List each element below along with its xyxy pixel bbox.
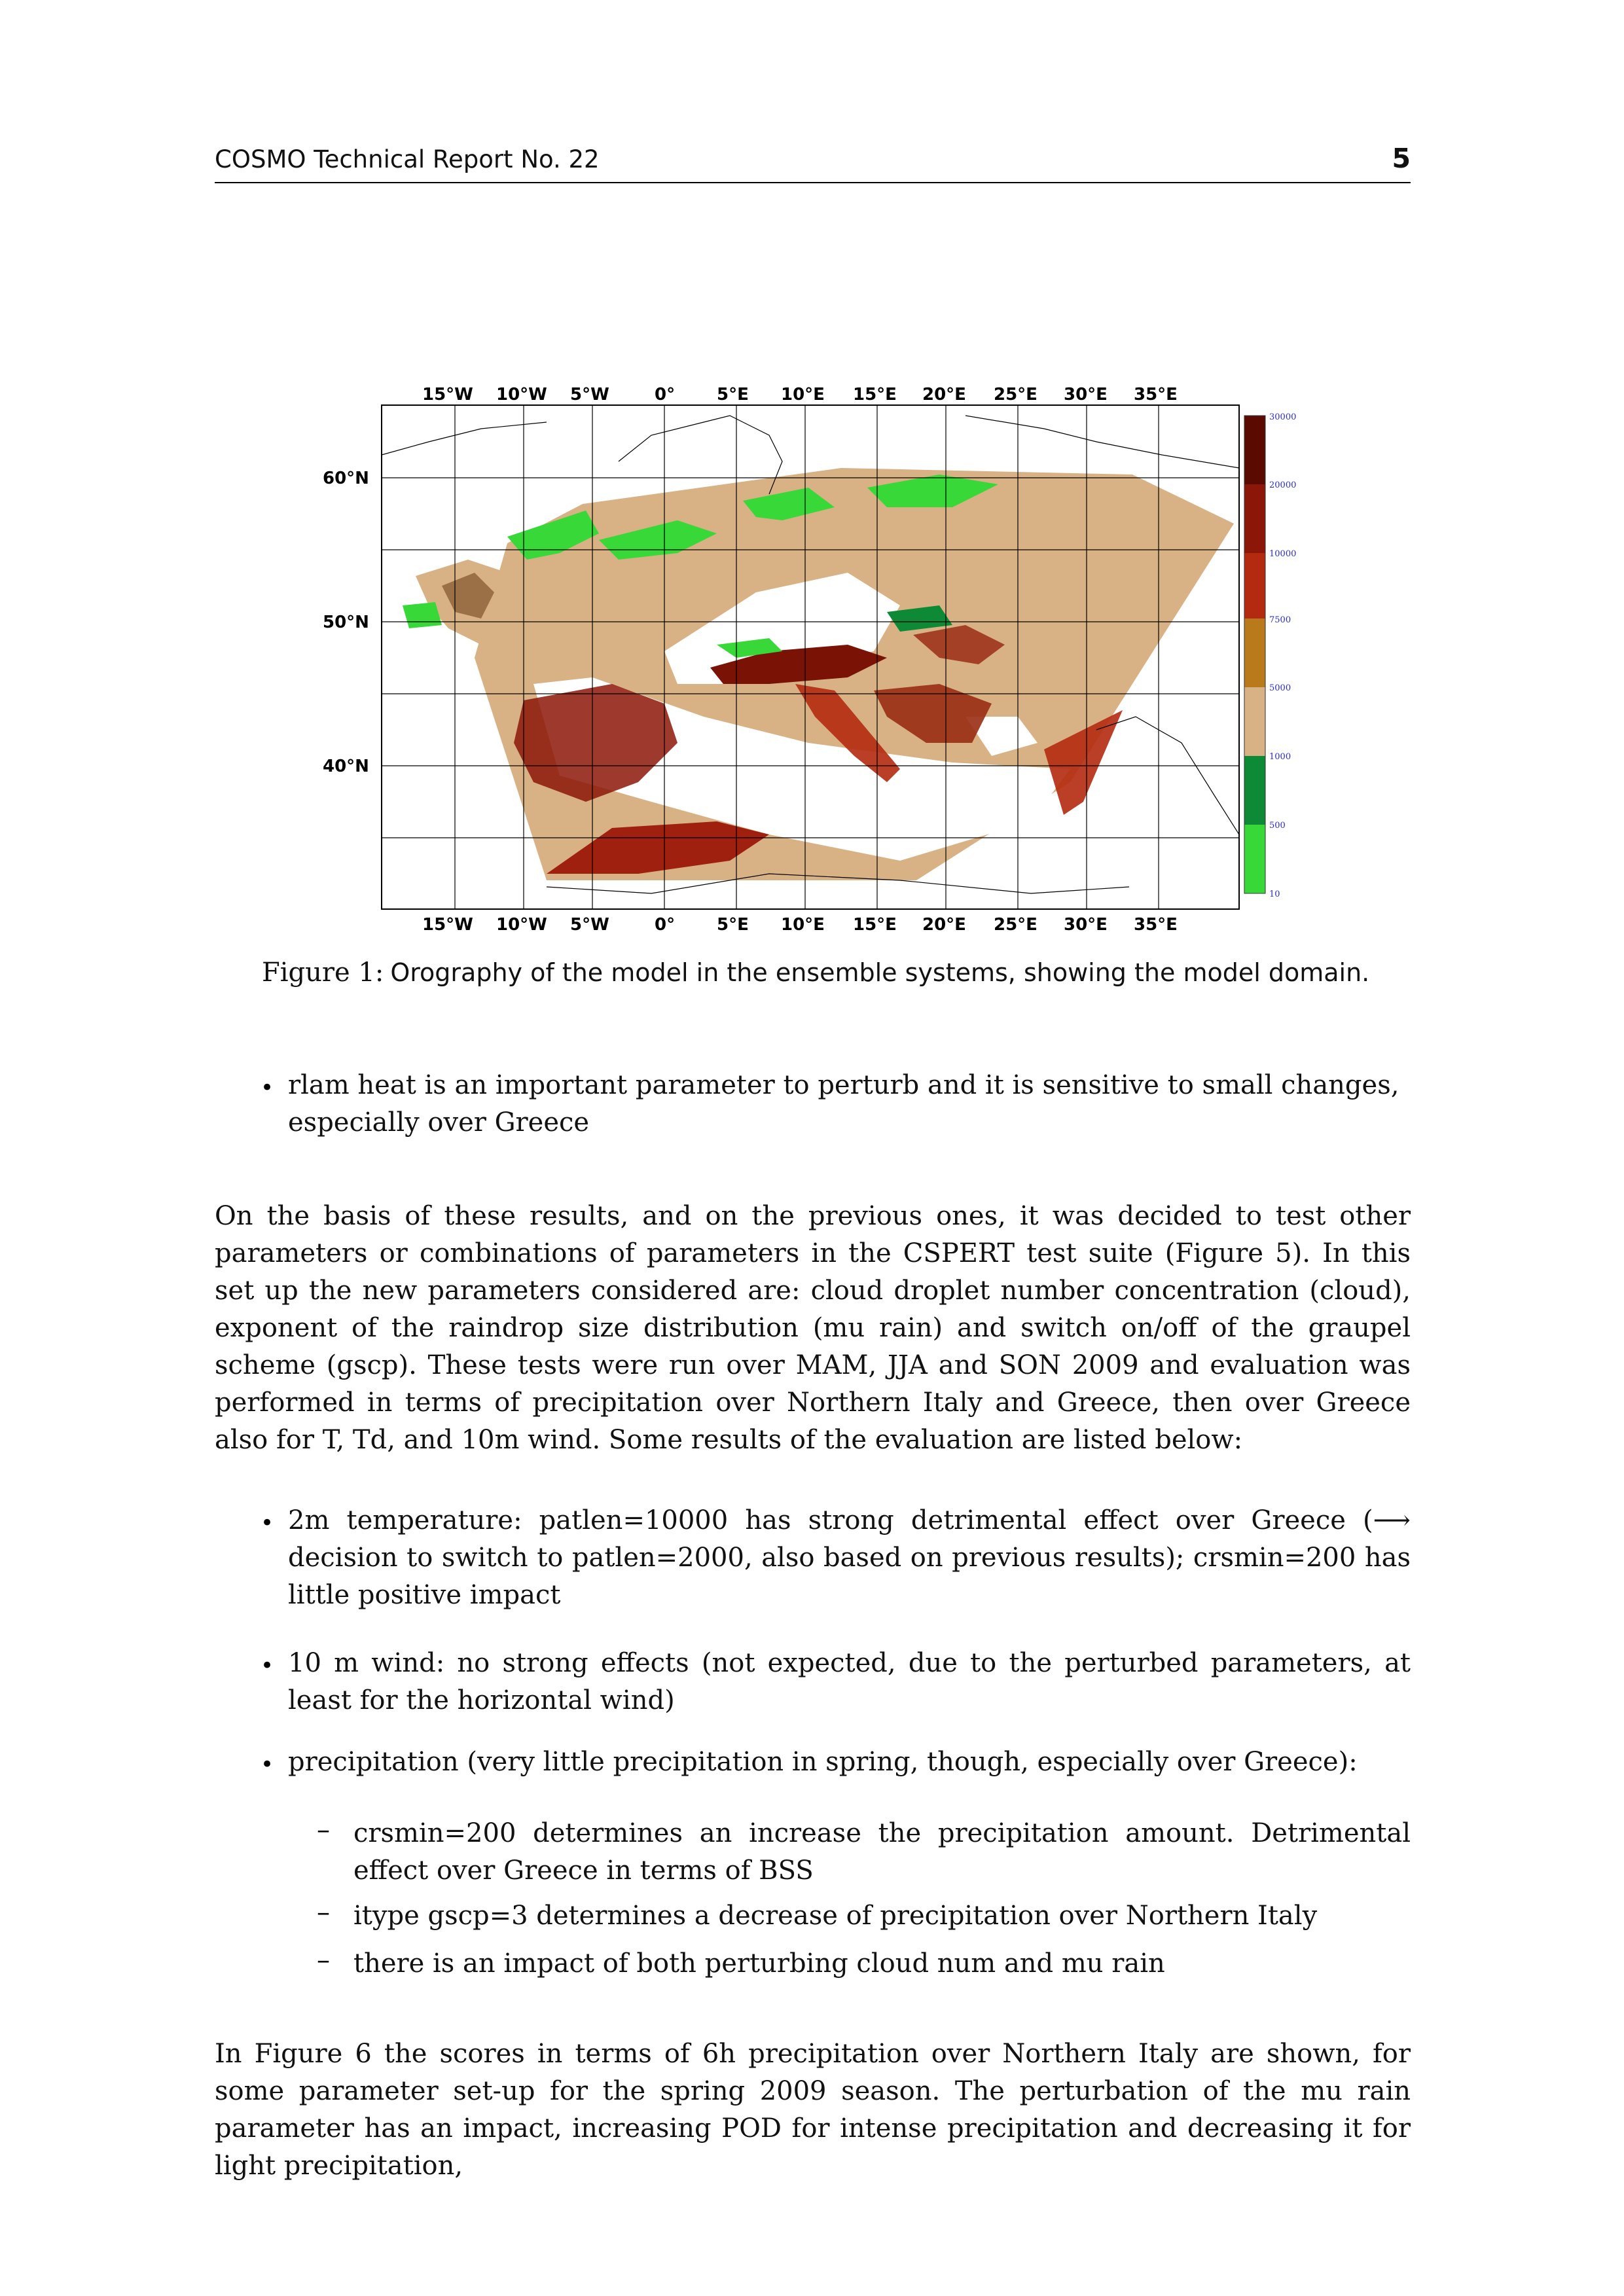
colorbar-swatch	[1244, 619, 1265, 687]
colorbar-swatch	[1244, 416, 1265, 484]
lon-label: 10°E	[781, 385, 825, 404]
bullet-item: precipitation (very little precipitation in spring, though, especially over Greece):	[288, 1747, 1358, 1777]
lon-label: 30°E	[1064, 915, 1108, 935]
colorbar-label: 1000	[1269, 752, 1291, 762]
lon-label: 15°E	[853, 915, 897, 935]
sub-bullet-item: there is an impact of both perturbing cloud num and mu rain	[353, 1948, 1165, 1979]
bullet-text-line2: especially over Greece	[288, 1107, 590, 1138]
figure-caption	[262, 957, 1375, 988]
sub-bullet-marker: –	[317, 1945, 330, 1975]
sub-bullet-item: crsmin=200 determines an increase the precipitation amount. Detrimental effect over Greece in terms of BSS	[353, 1818, 1411, 1886]
lon-label: 25°E	[994, 915, 1038, 935]
lat-label: 60°N	[323, 469, 369, 488]
caption-text: Orography of the model in the ensemble systems, showing the model domain.	[390, 958, 1370, 987]
lon-label: 15°E	[853, 385, 897, 404]
lon-label: 20°E	[922, 385, 966, 404]
bullet-marker: •	[261, 1075, 274, 1101]
lon-labels-bottom	[422, 915, 1178, 935]
bullet-marker: •	[261, 1751, 274, 1778]
colorbar-label: 30000	[1269, 412, 1297, 422]
lon-label: 25°E	[994, 385, 1038, 404]
colorbar-swatch	[1244, 825, 1265, 893]
body-paragraph: On the basis of these results, and on the previous ones, it was decided to test other parameters or combinations of parameters in the CSPERT test suite (Figure 5). In this set up the new parameters considered are: cloud droplet number concentration (cloud), exponent of the raindrop size distribution (mu rain) and switch on/off of the graupel scheme (gscp). These tests were run over MAM, JJA and SON 2009 and evaluation was performed in terms of precipitation over Northern Italy and Greece, then over Greece also for T, Td, and 10m wind. Some results of the evaluation are listed below:	[215, 1201, 1411, 1455]
bullet-item: 2m temperature: patlen=10000 has strong detrimental effect over Greece (⟶ decision to switch to patlen=2000, also based on previous results); crsmin=200 has little positive impact	[288, 1505, 1411, 1610]
page-number: 5	[1392, 143, 1411, 174]
colorbar-swatch	[1244, 484, 1265, 553]
lowland-ireland	[403, 602, 442, 628]
lon-label: 10°W	[496, 385, 547, 404]
lon-label: 0°	[655, 915, 676, 935]
lon-label: 15°W	[422, 915, 473, 935]
colorbar-label: 5000	[1269, 683, 1291, 693]
bullet-marker: •	[261, 1653, 274, 1679]
colorbar-swatch	[1244, 756, 1265, 825]
orography-map	[311, 376, 1309, 939]
bullet-marker: •	[261, 1510, 274, 1536]
running-head	[215, 145, 1411, 183]
lat-label: 40°N	[323, 757, 369, 776]
caption-lead: Figure 1:	[262, 958, 384, 988]
lon-label: 15°W	[422, 385, 473, 404]
bullet-item	[288, 1067, 1411, 1141]
lon-label: 35°E	[1134, 385, 1178, 404]
colorbar-swatch	[1244, 687, 1265, 756]
colorbar-label: 10000	[1269, 549, 1297, 559]
body-paragraph: In Figure 6 the scores in terms of 6h precipitation over Northern Italy are shown, for some parameter set-up for the spring 2009 season. The perturbation of the mu rain parameter has an impact, increasing POD for intense precipitation and decreasing it for light precipitation,	[215, 2039, 1411, 2181]
colorbar-label: 500	[1269, 821, 1286, 831]
lon-labels-top	[422, 385, 1178, 404]
lat-labels	[323, 469, 369, 776]
lon-label: 20°E	[922, 915, 966, 935]
sub-bullet-marker: –	[317, 1897, 330, 1928]
lon-label: 10°E	[781, 915, 825, 935]
lon-label: 0°	[655, 385, 676, 404]
sub-bullet-item: itype gscp=3 determines a decrease of precipitation over Northern Italy	[353, 1901, 1318, 1931]
bullet-text-line1: rlam heat is an important parameter to perturb and it is sensitive to small changes,	[288, 1070, 1399, 1100]
colorbar-swatch	[1244, 553, 1265, 619]
lon-label: 30°E	[1064, 385, 1108, 404]
lon-label: 5°E	[717, 915, 749, 935]
lon-label: 5°W	[570, 915, 609, 935]
sub-bullet-marker: –	[317, 1815, 330, 1845]
lon-label: 5°E	[717, 385, 749, 404]
lon-label: 5°W	[570, 385, 609, 404]
lat-label: 50°N	[323, 613, 369, 632]
report-title: COSMO Technical Report No. 22	[215, 145, 600, 173]
orography-figure	[311, 376, 1309, 939]
colorbar-label: 7500	[1269, 615, 1291, 625]
colorbar-label: 20000	[1269, 480, 1297, 490]
bullet-item: 10 m wind: no strong effects (not expected, due to the perturbed parameters, at least for the horizontal wind)	[288, 1648, 1411, 1715]
lon-label: 35°E	[1134, 915, 1178, 935]
colorbar	[1244, 412, 1296, 899]
lon-label: 10°W	[496, 915, 547, 935]
colorbar-label: 10	[1269, 889, 1280, 899]
